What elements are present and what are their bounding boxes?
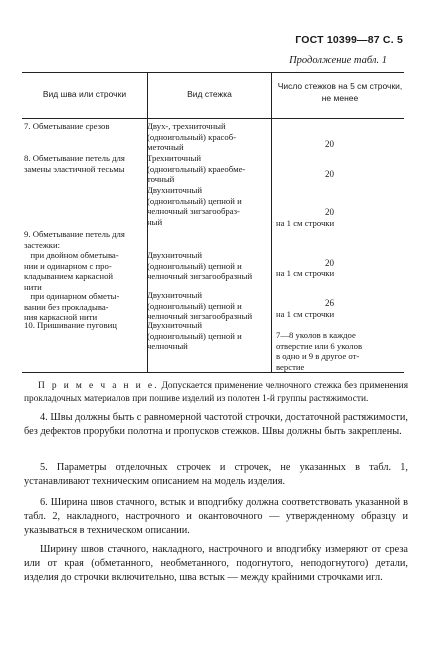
note-label: П р и м е ч а н и е. [38, 381, 159, 391]
table-cell-count-note: на 1 см строчки [276, 268, 335, 278]
note-text: Допускается применение челночного стежка без применения прокладочных материалов при пошиве изделий из полотен 1-й группы растяжимости. [24, 381, 409, 404]
table-cell-seam: при одинарном обметы- вании без прокладыва- ния каркасной нити [24, 291, 120, 323]
table-cell-seam: 7. Обметывание срезов [24, 121, 110, 131]
table-continuation-label: Продолжение табл. 1 [289, 55, 387, 66]
table-cell-stitch: Двухниточный (одноигольный) цепной и челночный зигзагообразный [147, 250, 253, 282]
column-header-count: Число стежков на 5 см строчки, не менее [277, 81, 403, 103]
table-top-rule [22, 72, 404, 73]
table-cell-stitch: Двух-, трехниточный (одноигольный) красоб- меточный [147, 121, 237, 153]
paragraph-6: 6. Ширина швов стачного, встык и вподгибку должна соответствовать указанной в табл. 2, накладного, настрочного и окантовочного — утвержденному образцу и указываться в техническом описании. [24, 497, 408, 536]
column-divider [271, 72, 272, 118]
table-cell-stitch: Трехниточный (одноигольный) краеобме- точный [147, 153, 246, 185]
table-cell-seam: 10. Пришивание пуговиц [24, 320, 117, 330]
table-cell-stitch: Двухниточный (одноигольный) цепной и челночный зигзагообразный [147, 290, 253, 322]
table-note [24, 380, 408, 406]
column-divider [271, 118, 272, 372]
table-cell-count: 26 [325, 298, 334, 308]
table-header-rule [22, 118, 404, 119]
paragraph-width-measurement: Ширину швов стачного, накладного, настрочного и вподгибку измеряют от среза или от края (обметанного, необметанного, подогнутого, неподогнутого) детали, изделия до строчки включительно, шва встык — между крайними строчками игл. [24, 544, 408, 583]
table-cell-count-text: 7—8 уколов в каждое отверстие или 6 уколов в одно и 9 в другое от- верстие [276, 330, 363, 372]
table-cell-count: 20 [325, 139, 334, 149]
table-cell-count: 20 [325, 169, 334, 179]
table-cell-seam: 9. Обметывание петель для застежки: при двойном обметыва- нии и одинарном с про- кладыванием каркасной нити [24, 229, 125, 292]
column-header-stitch: Вид стежка [187, 89, 232, 99]
paragraph-5: 5. Параметры отделочных строчек и строчек, не указанных в табл. 1, устанавливают техническим описанием на модель изделия. [24, 462, 408, 487]
table-cell-stitch: Двухниточный (одноигольный) цепной и челночный [147, 320, 242, 352]
table-bottom-rule [22, 372, 404, 373]
column-header-seam: Вид шва или строчки [42, 89, 127, 99]
table-cell-count: 20 [325, 207, 334, 217]
table-cell-seam: 8. Обметывание петель для замены эластичной тесьмы [24, 153, 125, 174]
table-cell-count-note: на 1 см строчки [276, 309, 335, 319]
paragraph-4: 4. Швы должны быть с равномерной частотой строчки, достаточной растяжимости, без дефектов прорубки полотна и пропусков стежков. Швы должны быть закреплены. [24, 412, 408, 437]
table-cell-stitch: Двухниточный (одноигольный) цепной и челночный зигзагообраз- ный [147, 185, 242, 227]
table-cell-count: 20 [325, 258, 334, 268]
page-header: ГОСТ 10399—87 С. 5 [295, 34, 403, 46]
table-cell-count-note: на 1 см строчки [276, 218, 335, 228]
